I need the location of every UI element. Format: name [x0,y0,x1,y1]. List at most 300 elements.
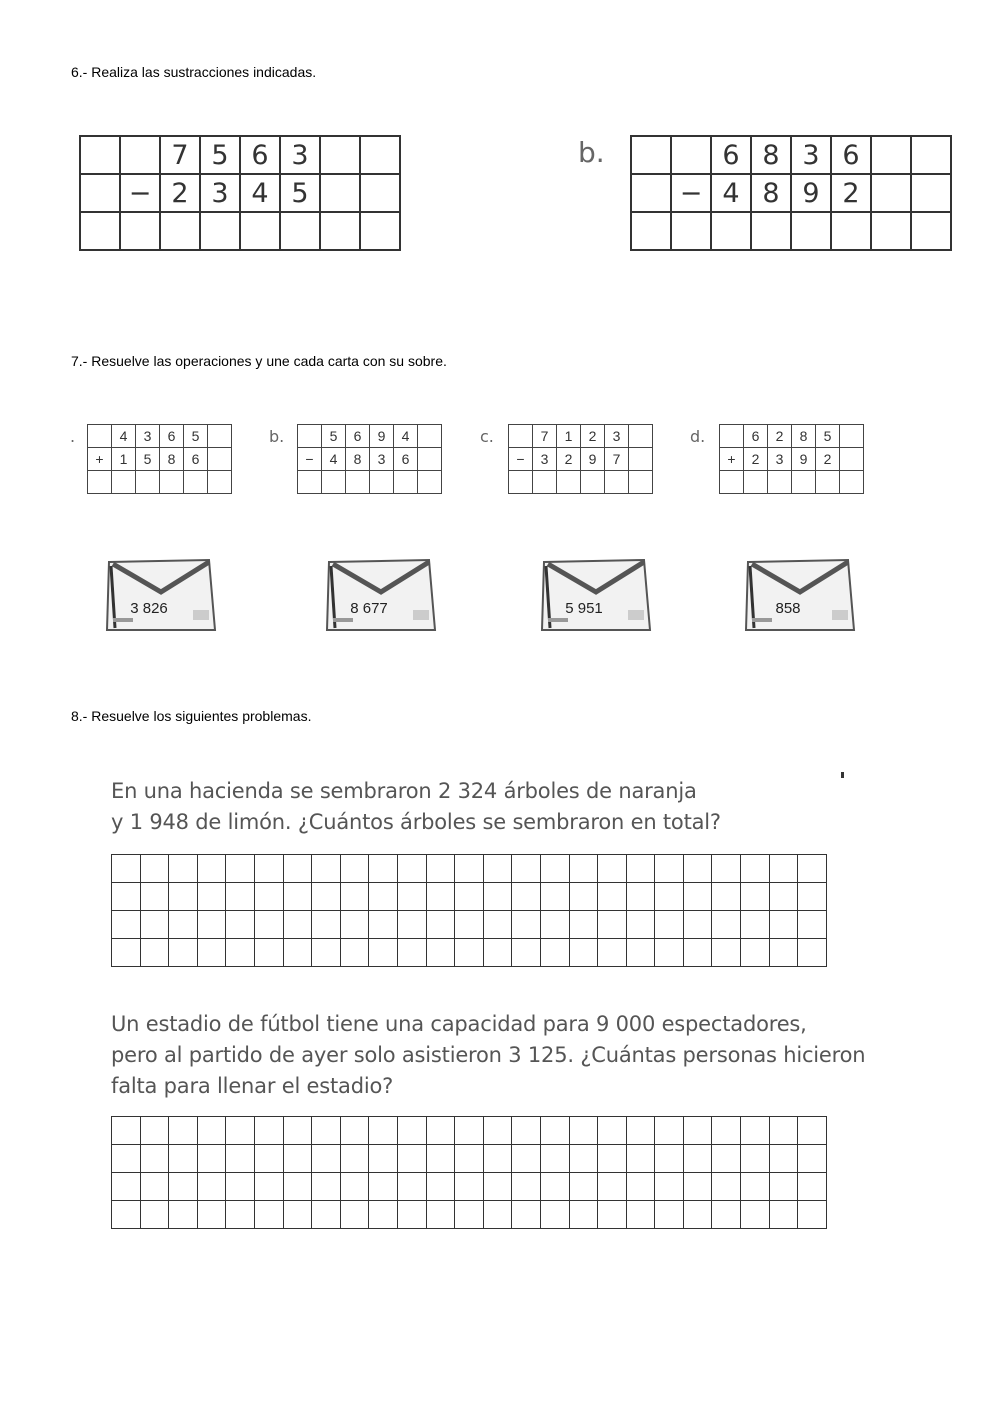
answer-cell[interactable] [744,471,768,494]
answer-cell[interactable] [283,911,312,939]
problem-2-text [111,1009,865,1102]
answer-cell[interactable] [671,136,711,174]
answer-cell[interactable] [254,939,283,967]
answer-cell[interactable] [320,136,360,174]
answer-cell[interactable] [626,883,655,911]
answer-cell[interactable] [455,1145,484,1173]
digit-cell: 8 [751,136,791,174]
answer-cell[interactable] [226,883,255,911]
answer-cell[interactable] [298,425,322,448]
answer-cell[interactable] [455,1201,484,1229]
answer-cell[interactable] [741,1201,770,1229]
answer-cell[interactable] [169,855,198,883]
grid-row [298,471,442,494]
answer-cell[interactable] [397,883,426,911]
answer-cell[interactable] [712,1201,741,1229]
answer-cell[interactable] [655,855,684,883]
answer-cell[interactable] [798,855,827,883]
answer-cell[interactable] [581,471,605,494]
answer-cell[interactable] [769,1145,798,1173]
answer-cell[interactable] [831,212,871,250]
answer-cell[interactable] [226,855,255,883]
answer-cell[interactable] [418,425,442,448]
answer-cell[interactable] [88,425,112,448]
answer-cell[interactable] [346,471,370,494]
answer-cell[interactable] [512,1201,541,1229]
answer-cell[interactable] [312,1117,341,1145]
answer-cell[interactable] [911,212,951,250]
answer-cell[interactable] [254,1173,283,1201]
answer-cell[interactable] [769,883,798,911]
problem-1-line-2: y 1 948 de limón. ¿Cuántos árboles se sembraron en total? [111,810,721,834]
answer-cell[interactable] [455,855,484,883]
answer-cell[interactable] [483,855,512,883]
answer-cell[interactable] [112,855,141,883]
answer-cell[interactable] [312,1201,341,1229]
answer-cell[interactable] [626,1117,655,1145]
answer-cell[interactable] [798,939,827,967]
answer-cell[interactable] [769,1117,798,1145]
answer-cell[interactable] [240,212,280,250]
answer-cell[interactable] [184,471,208,494]
answer-cell[interactable] [769,939,798,967]
answer-cell[interactable] [540,1145,569,1173]
problem-1-line-1: En una hacienda se sembraron 2 324 árboles de naranja [111,779,697,803]
answer-cell[interactable] [112,1145,141,1173]
answer-cell[interactable] [112,1201,141,1229]
answer-cell[interactable] [254,1145,283,1173]
answer-cell[interactable] [631,136,671,174]
answer-cell[interactable] [741,939,770,967]
digit-cell: 3 [605,425,629,448]
answer-cell[interactable] [226,1117,255,1145]
answer-cell[interactable] [509,471,533,494]
answer-cell[interactable] [369,855,398,883]
digit-cell: 1 [557,425,581,448]
digit-cell: 2 [581,425,605,448]
answer-cell[interactable] [712,1173,741,1201]
answer-cell[interactable] [569,911,598,939]
answer-cell[interactable] [208,471,232,494]
grid-row [720,448,864,471]
answer-cell[interactable] [208,425,232,448]
answer-cell[interactable] [340,855,369,883]
answer-cell[interactable] [320,174,360,212]
answer-cell[interactable] [140,1117,169,1145]
answer-cell[interactable] [426,911,455,939]
answer-cell[interactable] [226,911,255,939]
answer-cell[interactable] [397,1201,426,1229]
answer-cell[interactable] [340,939,369,967]
answer-cell[interactable] [483,1173,512,1201]
answer-cell[interactable] [712,939,741,967]
answer-cell[interactable] [816,471,840,494]
answer-cell[interactable] [369,883,398,911]
answer-cell[interactable] [370,471,394,494]
answer-cell[interactable] [655,939,684,967]
answer-cell[interactable] [360,136,400,174]
answer-cell[interactable] [200,212,240,250]
answer-cell[interactable] [683,911,712,939]
digit-cell: 5 [200,136,240,174]
answer-grid-1[interactable] [111,854,827,967]
answer-cell[interactable] [369,1173,398,1201]
answer-cell[interactable] [140,1201,169,1229]
answer-cell[interactable] [512,939,541,967]
answer-cell[interactable] [769,911,798,939]
answer-cell[interactable] [140,911,169,939]
answer-cell[interactable] [626,855,655,883]
answer-cell[interactable] [340,1173,369,1201]
answer-cell[interactable] [298,471,322,494]
label-d: d. [690,427,706,446]
answer-cell[interactable] [369,939,398,967]
answer-cell[interactable] [169,1201,198,1229]
answer-cell[interactable] [655,1145,684,1173]
answer-cell[interactable] [741,911,770,939]
answer-cell[interactable] [369,1201,398,1229]
answer-cell[interactable] [197,1201,226,1229]
answer-cell[interactable] [751,212,791,250]
answer-cell[interactable] [426,1201,455,1229]
answer-cell[interactable] [483,1117,512,1145]
answer-cell[interactable] [598,1173,627,1201]
answer-cell[interactable] [254,1201,283,1229]
answer-cell[interactable] [512,911,541,939]
answer-cell[interactable] [791,212,831,250]
answer-cell[interactable] [540,883,569,911]
answer-cell[interactable] [169,911,198,939]
answer-cell[interactable] [683,1201,712,1229]
answer-cell[interactable] [711,212,751,250]
answer-cell[interactable] [712,911,741,939]
digit-cell: 4 [711,174,751,212]
answer-cell[interactable] [871,174,911,212]
answer-cell[interactable] [197,1145,226,1173]
answer-cell[interactable] [569,855,598,883]
answer-cell[interactable] [569,1145,598,1173]
answer-cell[interactable] [455,939,484,967]
label-b: b. [578,136,605,169]
envelope-4[interactable] [744,558,854,634]
answer-cell[interactable] [629,425,653,448]
answer-cell[interactable] [871,212,911,250]
answer-cell[interactable] [540,855,569,883]
answer-cell[interactable] [540,911,569,939]
answer-cell[interactable] [798,883,827,911]
answer-cell[interactable] [140,883,169,911]
answer-cell[interactable] [136,471,160,494]
answer-cell[interactable] [226,1173,255,1201]
answer-cell[interactable] [112,471,136,494]
answer-cell[interactable] [418,471,442,494]
answer-cell[interactable] [512,855,541,883]
answer-cell[interactable] [312,1173,341,1201]
answer-cell[interactable] [226,1145,255,1173]
answer-cell[interactable] [160,212,200,250]
answer-cell[interactable] [140,1145,169,1173]
answer-cell[interactable] [254,911,283,939]
answer-cell[interactable] [169,1173,198,1201]
answer-cell[interactable] [322,471,346,494]
answer-cell[interactable] [312,911,341,939]
answer-cell[interactable] [197,939,226,967]
answer-cell[interactable] [426,855,455,883]
answer-cell[interactable] [911,136,951,174]
answer-cell[interactable] [426,1117,455,1145]
answer-cell[interactable] [312,1145,341,1173]
answer-cell[interactable] [197,1173,226,1201]
answer-cell[interactable] [283,1117,312,1145]
answer-cell[interactable] [254,883,283,911]
grid-row [509,471,653,494]
answer-cell[interactable] [683,1173,712,1201]
answer-cell[interactable] [631,174,671,212]
answer-cell[interactable] [768,471,792,494]
answer-cell[interactable] [598,855,627,883]
answer-cell[interactable] [455,1173,484,1201]
answer-cell[interactable] [629,471,653,494]
answer-cell[interactable] [683,1117,712,1145]
answer-cell[interactable] [197,855,226,883]
answer-cell[interactable] [626,1145,655,1173]
answer-cell[interactable] [626,1173,655,1201]
digit-cell: 7 [160,136,200,174]
answer-cell[interactable] [455,883,484,911]
answer-cell[interactable] [418,448,442,471]
grid-row [112,911,827,939]
answer-cell[interactable] [197,911,226,939]
answer-cell[interactable] [254,855,283,883]
answer-cell[interactable] [112,911,141,939]
answer-cell[interactable] [455,1117,484,1145]
answer-cell[interactable] [655,911,684,939]
answer-cell[interactable] [80,212,120,250]
answer-cell[interactable] [283,1173,312,1201]
answer-cell[interactable] [283,1201,312,1229]
answer-cell[interactable] [712,1117,741,1145]
answer-cell[interactable] [512,883,541,911]
answer-cell[interactable] [720,425,744,448]
answer-cell[interactable] [741,855,770,883]
answer-cell[interactable] [540,1173,569,1201]
envelope-icon [744,558,856,634]
answer-cell[interactable] [741,883,770,911]
answer-cell[interactable] [394,471,418,494]
answer-cell[interactable] [741,1173,770,1201]
answer-cell[interactable] [397,1145,426,1173]
envelope-3[interactable] [540,558,650,634]
answer-cell[interactable] [140,855,169,883]
answer-cell[interactable] [683,1145,712,1173]
answer-cell[interactable] [712,855,741,883]
grid-row [298,425,442,448]
answer-cell[interactable] [340,883,369,911]
answer-cell[interactable] [340,911,369,939]
answer-cell[interactable] [312,855,341,883]
answer-cell[interactable] [80,136,120,174]
answer-cell[interactable] [720,471,744,494]
answer-cell[interactable] [312,939,341,967]
answer-cell[interactable] [369,911,398,939]
answer-cell[interactable] [629,448,653,471]
answer-cell[interactable] [283,883,312,911]
answer-cell[interactable] [512,1173,541,1201]
answer-cell[interactable] [655,1173,684,1201]
answer-cell[interactable] [540,939,569,967]
answer-cell[interactable] [569,883,598,911]
answer-cell[interactable] [226,939,255,967]
grid-row [80,174,400,212]
answer-cell[interactable] [340,1117,369,1145]
answer-cell[interactable] [533,471,557,494]
answer-cell[interactable] [120,212,160,250]
answer-cell[interactable] [197,1117,226,1145]
answer-cell[interactable] [483,883,512,911]
answer-cell[interactable] [840,471,864,494]
answer-cell[interactable] [112,1173,141,1201]
answer-cell[interactable] [340,1201,369,1229]
answer-cell[interactable] [169,883,198,911]
answer-cell[interactable] [598,1117,627,1145]
answer-cell[interactable] [483,939,512,967]
answer-cell[interactable] [798,1145,827,1173]
answer-cell[interactable] [283,939,312,967]
answer-cell[interactable] [426,1145,455,1173]
digit-cell: 6 [831,136,871,174]
answer-cell[interactable] [792,471,816,494]
answer-grid-2[interactable] [111,1116,827,1229]
answer-cell[interactable] [871,136,911,174]
answer-cell[interactable] [197,883,226,911]
answer-cell[interactable] [598,939,627,967]
answer-cell[interactable] [712,1145,741,1173]
answer-cell[interactable] [169,1145,198,1173]
envelope-icon [325,558,437,634]
answer-cell[interactable] [455,911,484,939]
answer-cell[interactable] [769,1173,798,1201]
answer-cell[interactable] [320,212,360,250]
answer-cell[interactable] [208,448,232,471]
answer-cell[interactable] [626,911,655,939]
answer-cell[interactable] [397,911,426,939]
answer-cell[interactable] [254,1117,283,1145]
answer-cell[interactable] [397,855,426,883]
answer-cell[interactable] [671,212,711,250]
answer-cell[interactable] [598,883,627,911]
answer-cell[interactable] [626,939,655,967]
digit-cell: 3 [280,136,320,174]
answer-cell[interactable] [509,425,533,448]
answer-cell[interactable] [712,883,741,911]
answer-cell[interactable] [397,1117,426,1145]
answer-cell[interactable] [397,1173,426,1201]
answer-cell[interactable] [605,471,629,494]
answer-cell[interactable] [360,174,400,212]
answer-cell[interactable] [426,1173,455,1201]
answer-cell[interactable] [312,883,341,911]
answer-cell[interactable] [397,939,426,967]
digit-cell: 4 [112,425,136,448]
answer-cell[interactable] [112,1117,141,1145]
answer-cell[interactable] [340,1145,369,1173]
answer-cell[interactable] [283,1145,312,1173]
answer-cell[interactable] [540,1117,569,1145]
answer-cell[interactable] [557,471,581,494]
digit-cell: 2 [744,448,768,471]
answer-cell[interactable] [540,1201,569,1229]
answer-cell[interactable] [569,1201,598,1229]
answer-cell[interactable] [598,911,627,939]
answer-cell[interactable] [169,1117,198,1145]
answer-cell[interactable] [798,911,827,939]
digit-cell: 5 [280,174,320,212]
envelope-value: 3 826 [130,600,168,617]
answer-cell[interactable] [569,1117,598,1145]
answer-cell[interactable] [160,471,184,494]
answer-cell[interactable] [798,1201,827,1229]
answer-cell[interactable] [360,212,400,250]
answer-cell[interactable] [911,174,951,212]
answer-cell[interactable] [741,1145,770,1173]
answer-cell[interactable] [112,939,141,967]
answer-cell[interactable] [426,939,455,967]
answer-cell[interactable] [169,939,198,967]
answer-cell[interactable] [655,1117,684,1145]
envelope-2[interactable] [325,558,435,634]
answer-cell[interactable] [683,939,712,967]
answer-cell[interactable] [569,939,598,967]
answer-cell[interactable] [798,1173,827,1201]
answer-cell[interactable] [741,1117,770,1145]
answer-cell[interactable] [512,1145,541,1173]
answer-cell[interactable] [655,1201,684,1229]
answer-cell[interactable] [140,939,169,967]
answer-cell[interactable] [483,1201,512,1229]
answer-cell[interactable] [655,883,684,911]
answer-cell[interactable] [483,1145,512,1173]
grid-row [80,136,400,174]
answer-cell[interactable] [426,883,455,911]
answer-cell[interactable] [226,1201,255,1229]
answer-cell[interactable] [112,883,141,911]
answer-cell[interactable] [683,855,712,883]
answer-cell[interactable] [88,471,112,494]
answer-cell[interactable] [483,911,512,939]
answer-cell[interactable] [598,1145,627,1173]
answer-cell[interactable] [369,1145,398,1173]
answer-cell[interactable] [769,855,798,883]
answer-cell[interactable] [140,1173,169,1201]
answer-cell[interactable] [80,174,120,212]
answer-cell[interactable] [683,883,712,911]
answer-cell[interactable] [598,1201,627,1229]
answer-cell[interactable] [283,855,312,883]
answer-cell[interactable] [840,448,864,471]
answer-cell[interactable] [569,1173,598,1201]
answer-cell[interactable] [280,212,320,250]
answer-cell[interactable] [840,425,864,448]
answer-cell[interactable] [512,1117,541,1145]
answer-cell[interactable] [769,1201,798,1229]
answer-cell[interactable] [631,212,671,250]
answer-cell[interactable] [369,1117,398,1145]
answer-cell[interactable] [626,1201,655,1229]
envelope-1[interactable] [105,558,215,634]
envelope-value: 858 [775,600,801,617]
answer-cell[interactable] [120,136,160,174]
answer-cell[interactable] [798,1117,827,1145]
